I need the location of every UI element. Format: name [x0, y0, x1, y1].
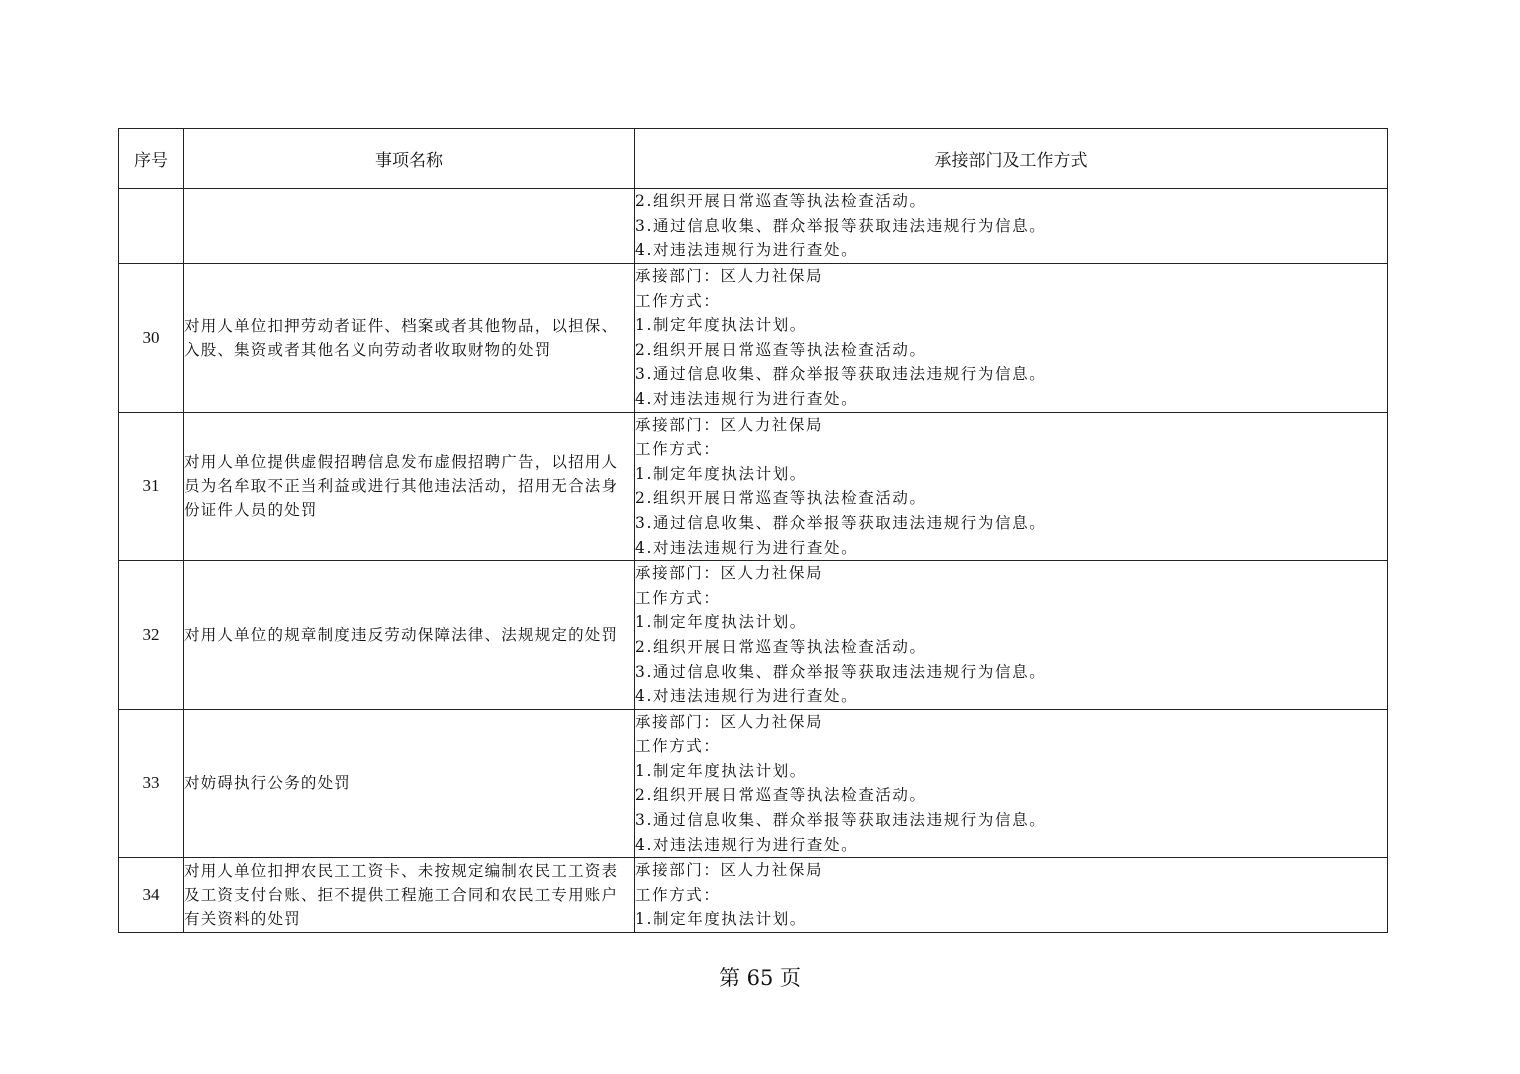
method-line: 3.通过信息收集、群众举报等获取违法违规行为信息。	[635, 216, 1047, 235]
header-name: 事项名称	[184, 129, 635, 189]
header-seq: 序号	[119, 129, 184, 189]
row-item-name: 对用人单位扣押农民工工资卡、未按规定编制农民工工资表及工资支付台账、拒不提供工程施工合同和农民工专用账户有关资料的处罚	[184, 858, 635, 933]
row-method	[635, 189, 1388, 264]
method-line: 3.通过信息收集、群众举报等获取违法违规行为信息。	[635, 662, 1047, 681]
method-line: 工作方式：	[635, 291, 721, 310]
row-method	[635, 858, 1388, 933]
method-line: 1.制定年度执法计划。	[635, 316, 807, 335]
method-line: 3.通过信息收集、群众举报等获取违法违规行为信息。	[635, 513, 1047, 532]
table-row	[119, 412, 1388, 561]
row-seq: 33	[119, 709, 184, 858]
row-method	[635, 264, 1388, 413]
row-item-name: 对用人单位提供虚假招聘信息发布虚假招聘广告，以招用人员为名牟取不正当利益或进行其他违法活动，招用无合法身份证件人员的处罚	[184, 412, 635, 561]
table-row	[119, 264, 1388, 413]
method-line: 1.制定年度执法计划。	[635, 910, 807, 929]
table-row	[119, 189, 1388, 264]
row-method	[635, 412, 1388, 561]
method-line: 2.组织开展日常巡查等执法检查活动。	[635, 637, 927, 656]
row-seq: 30	[119, 264, 184, 413]
row-item-name: 对妨碍执行公务的处罚	[184, 709, 635, 858]
page-number: 第 65 页	[718, 966, 802, 990]
table-row	[119, 561, 1388, 710]
row-seq: 31	[119, 412, 184, 561]
row-method	[635, 561, 1388, 710]
table-row	[119, 709, 1388, 858]
method-line: 4.对违法违规行为进行查处。	[635, 835, 859, 854]
row-method	[635, 709, 1388, 858]
row-seq: 34	[119, 858, 184, 933]
method-line: 承接部门：区人力社保局	[635, 267, 824, 285]
method-line: 3.通过信息收集、群众举报等获取违法违规行为信息。	[635, 365, 1047, 384]
method-line: 2.组织开展日常巡查等执法检查活动。	[635, 489, 927, 508]
method-line: 承接部门：区人力社保局	[635, 415, 824, 434]
method-line: 工作方式：	[635, 588, 721, 607]
method-line: 工作方式：	[635, 737, 721, 756]
method-line: 工作方式：	[635, 885, 721, 904]
method-line: 承接部门：区人力社保局	[635, 861, 824, 880]
row-item-name: 对用人单位扣押劳动者证件、档案或者其他物品，以担保、入股、集资或者其他名义向劳动者收取财物的处罚	[184, 264, 635, 413]
method-line: 2.组织开展日常巡查等执法检查活动。	[635, 786, 927, 805]
method-line: 4.对违法违规行为进行查处。	[635, 389, 859, 408]
header-method: 承接部门及工作方式	[635, 129, 1388, 189]
row-seq	[119, 189, 184, 264]
method-line: 4.对违法违规行为进行查处。	[635, 687, 859, 706]
row-item-name	[184, 189, 635, 264]
method-line: 2.组织开展日常巡查等执法检查活动。	[635, 340, 927, 359]
method-line: 2.组织开展日常巡查等执法检查活动。	[635, 192, 927, 211]
method-line: 4.对违法违规行为进行查处。	[635, 241, 859, 260]
table-header-row	[119, 129, 1388, 189]
items-table	[118, 128, 1388, 933]
method-line: 1.制定年度执法计划。	[635, 464, 807, 483]
method-line: 1.制定年度执法计划。	[635, 761, 807, 780]
row-item-name: 对用人单位的规章制度违反劳动保障法律、法规规定的处罚	[184, 561, 635, 710]
row-seq: 32	[119, 561, 184, 710]
method-line: 工作方式：	[635, 440, 721, 459]
method-line: 承接部门：区人力社保局	[635, 712, 824, 731]
method-line: 1.制定年度执法计划。	[635, 613, 807, 632]
method-line: 4.对违法违规行为进行查处。	[635, 538, 859, 557]
table-row	[119, 858, 1388, 933]
method-line: 3.通过信息收集、群众举报等获取违法违规行为信息。	[635, 811, 1047, 830]
method-line: 承接部门：区人力社保局	[635, 564, 824, 583]
